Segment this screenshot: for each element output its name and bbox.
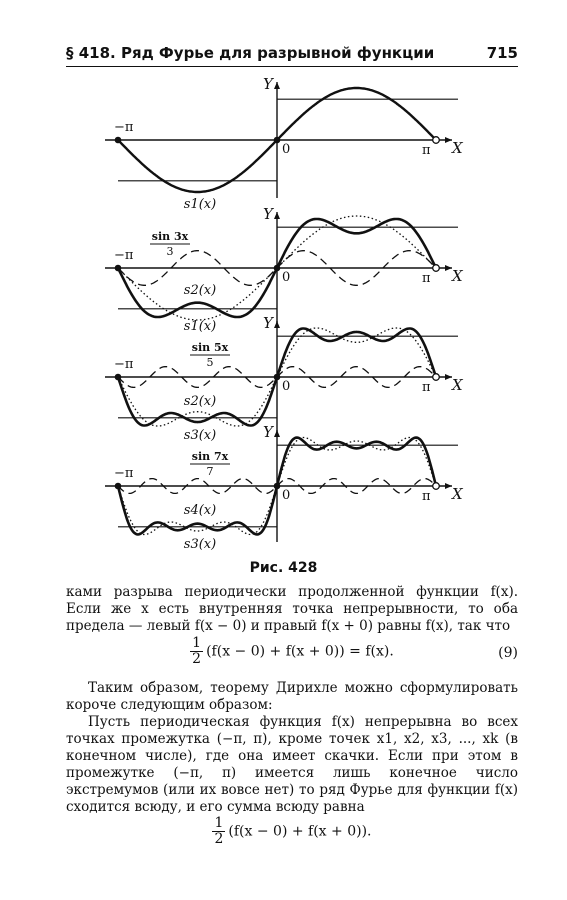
- y-axis-label: Y: [263, 205, 273, 223]
- figure-428: [0, 70, 567, 560]
- equation-final-numerator: 1: [214, 815, 224, 831]
- partial-sum-label: s1(x): [183, 197, 217, 212]
- pi-point: [433, 265, 440, 272]
- harmonic-fraction-denominator: 5: [206, 356, 214, 369]
- equation-9-number: (9): [498, 645, 518, 661]
- paragraph-3: [66, 714, 518, 816]
- equation-final-denominator: 2: [214, 831, 224, 847]
- y-axis-label: Y: [263, 423, 273, 441]
- harmonic-fraction-denominator: 3: [166, 245, 174, 258]
- equation-final-body: (f(x − 0) + f(x + 0)).: [228, 823, 372, 840]
- pi-point: [433, 483, 440, 490]
- minus-pi-point: [115, 483, 122, 490]
- x-axis-arrow: [445, 483, 452, 489]
- partial-sum-label: s1(x): [183, 319, 217, 334]
- origin-label: 0: [282, 270, 291, 285]
- paragraph-1: [66, 584, 518, 635]
- paragraph-1-text: ками разрыва периодически продолженной функции f(x). Если же x есть внутренняя точка непрерывности, то оба предела — левый f(x − 0) и правый f(x + 0) равны f(x), так что: [66, 584, 518, 634]
- equation-9-numerator: 1: [192, 635, 202, 651]
- page-header: [66, 36, 518, 67]
- x-axis-arrow: [445, 137, 452, 143]
- x-axis-arrow: [445, 265, 452, 271]
- partial-sum-label: s4(x): [183, 503, 217, 518]
- paragraph-3-text: Пусть периодическая функция f(x) непрерывна во всех точках промежутка (−π, π), кроме точек x1, x2, x3, ..., xk (в конечном числе), где она имеет скачки. Если при этом в промежутке (−π, π) имеется лишь конечное число экстремумов (или их вовсе нет) то ряд Фурье для функции f(x) сходится всюду, и его сумма всюду равна: [66, 714, 518, 815]
- y-axis-arrow: [274, 321, 280, 328]
- pi-point: [433, 374, 440, 381]
- y-axis-arrow: [274, 212, 280, 219]
- origin-point: [274, 137, 281, 144]
- minus-pi-point: [115, 374, 122, 381]
- section-title: § 418. Ряд Фурье для разрывной функции: [66, 44, 435, 62]
- x-axis-label: X: [452, 485, 463, 503]
- origin-point: [274, 374, 281, 381]
- x-axis-arrow: [445, 374, 452, 380]
- pi-point: [433, 137, 440, 144]
- equation-9-body: (f(x − 0) + f(x + 0)) = f(x).: [206, 643, 394, 660]
- x-axis-label: X: [452, 139, 463, 157]
- pi-label: π: [422, 380, 431, 395]
- figure-caption: Рис. 428: [249, 560, 318, 576]
- equation-final-fraction: [212, 816, 225, 847]
- pi-label: π: [422, 489, 431, 504]
- equation-9-fraction: [190, 636, 203, 667]
- minus-pi-label: −π: [114, 357, 134, 372]
- minus-pi-point: [115, 265, 122, 272]
- minus-pi-label: −π: [114, 466, 134, 481]
- paragraph-2-text: Таким образом, теорему Дирихле можно сформулировать короче следующим образом:: [66, 680, 518, 713]
- y-axis-label: Y: [263, 75, 273, 93]
- pi-label: π: [422, 271, 431, 286]
- minus-pi-label: −π: [114, 120, 134, 135]
- page-number: 715: [486, 44, 518, 62]
- origin-point: [274, 265, 281, 272]
- minus-pi-point: [115, 137, 122, 144]
- partial-sum-label: s3(x): [183, 428, 217, 443]
- y-axis-arrow: [274, 82, 280, 89]
- equation-9-denominator: 2: [192, 651, 202, 667]
- origin-label: 0: [282, 379, 291, 394]
- minus-pi-label: −π: [114, 248, 134, 263]
- equation-9: [66, 636, 518, 672]
- partial-sum-label: s3(x): [183, 537, 217, 552]
- harmonic-fraction-denominator: 7: [206, 465, 214, 478]
- harmonic-fraction-numerator: sin 5x: [191, 341, 229, 354]
- y-axis-arrow: [274, 430, 280, 437]
- harmonic-fraction-numerator: sin 3x: [151, 230, 189, 243]
- partial-sum-label: s2(x): [183, 283, 217, 298]
- x-axis-label: X: [452, 376, 463, 394]
- partial-sum-label: s2(x): [183, 394, 217, 409]
- pi-label: π: [422, 143, 431, 158]
- x-axis-label: X: [452, 267, 463, 285]
- harmonic-fraction-numerator: sin 7x: [191, 450, 229, 463]
- paragraph-2: [66, 680, 518, 714]
- origin-label: 0: [282, 488, 291, 503]
- origin-point: [274, 483, 281, 490]
- equation-final: [66, 816, 518, 852]
- y-axis-label: Y: [263, 314, 273, 332]
- origin-label: 0: [282, 142, 291, 157]
